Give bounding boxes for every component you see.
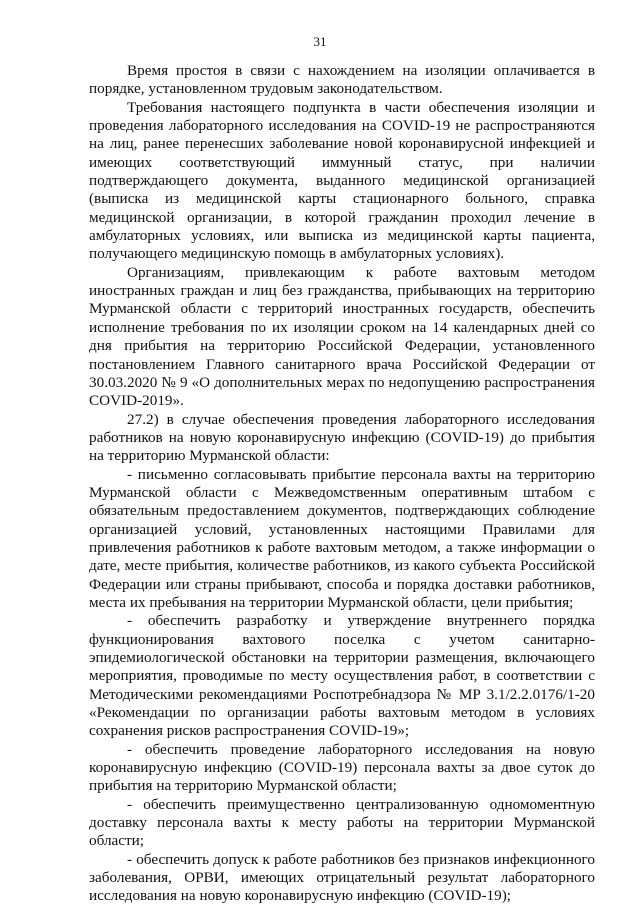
- document-body: [89, 62, 595, 906]
- paragraph-centralized-delivery: - обеспечить преимущественно централизованную одномоментную доставку персонала вахты к месту работы на территории Мурманской области;: [89, 795, 595, 850]
- paragraph-lab-testing: - обеспечить проведение лабораторного исследования на новую коронавирусную инфекцию (COVID-19) персонала вахты за двое суток до прибытия на территорию Мурманской области;: [89, 740, 595, 795]
- paragraph-arrival-approval: - письменно согласовывать прибытие персонала вахты на территорию Мурманской области с Межведомственным оперативным штабом с обязательным предоставлением документов, подтверждающих соблюдение организацией условий, установленных настоящими Правилами для привлечения работников к работе вахтовым методом, а также информации о дате, месте прибытия, количестве работников, из какого субъекта Российской Федерации или страны прибывают, способа и порядка доставки работников, места их пребывания на территории Мурманской области, цели прибытия;: [89, 465, 595, 611]
- page-number: 31: [313, 34, 327, 49]
- paragraph-foreign-workers: Организациям, привлекающим к работе вахтовым методом иностранных граждан и лиц без гражданства, прибывающих на территорию Мурманской области с территорий иностранных государств, обеспечить исполнение требования по их изоляции сроком на 14 календарных дней со дня прибытия на территорию Российской Федерации, установленного постановлением Главного санитарного врача Российской Федерации от 30.03.2020 № 9 «О дополнительных мерах по недопущению распространения COVID-2019».: [89, 263, 595, 410]
- paragraph-isolation-exemption: Требования настоящего подпункта в части обеспечения изоляции и проведения лабораторного исследования на COVID-19 не распространяются на лиц, ранее перенесших заболевание новой коронавирусной инфекцией и имеющих соответствующий иммунный статус, при наличии подтверждающего документа, выданного медицинской организацией (выписка из медицинской карты стационарного больного, справка медицинской организации, в которой гражданин проходил лечение в амбулаторных условиях, или выписка из медицинской карты пациента, получающего медицинскую помощь в амбулаторных условиях).: [89, 98, 595, 263]
- paragraph-clause-27-2: 27.2) в случае обеспечения проведения лабораторного исследования работников на новую коронавирусную инфекцию (COVID-19) до прибытия на территорию Мурманской области:: [89, 410, 595, 465]
- paragraph-work-admission: - обеспечить допуск к работе работников без признаков инфекционного заболевания, ОРВИ, имеющих отрицательный результат лабораторного исследования на новую коронавирусную инфекцию (COVID-19);: [89, 850, 595, 905]
- paragraph-internal-procedure: - обеспечить разработку и утверждение внутреннего порядка функционирования вахтового поселка с учетом санитарно-эпидемиологической обстановки на территории размещения, включающего мероприятия, проводимые по месту осуществления работ, в соответствии с Методическими рекомендациями Роспотребнадзора № МР 3.1/2.2.0176/1-20 «Рекомендации по организации работы вахтовым методом в условиях сохранения рисков распространения COVID-19»;: [89, 612, 595, 740]
- paragraph-downtime-payment: Время простоя в связи с нахождением на изоляции оплачивается в порядке, установленном трудовым законодательством.: [89, 62, 595, 98]
